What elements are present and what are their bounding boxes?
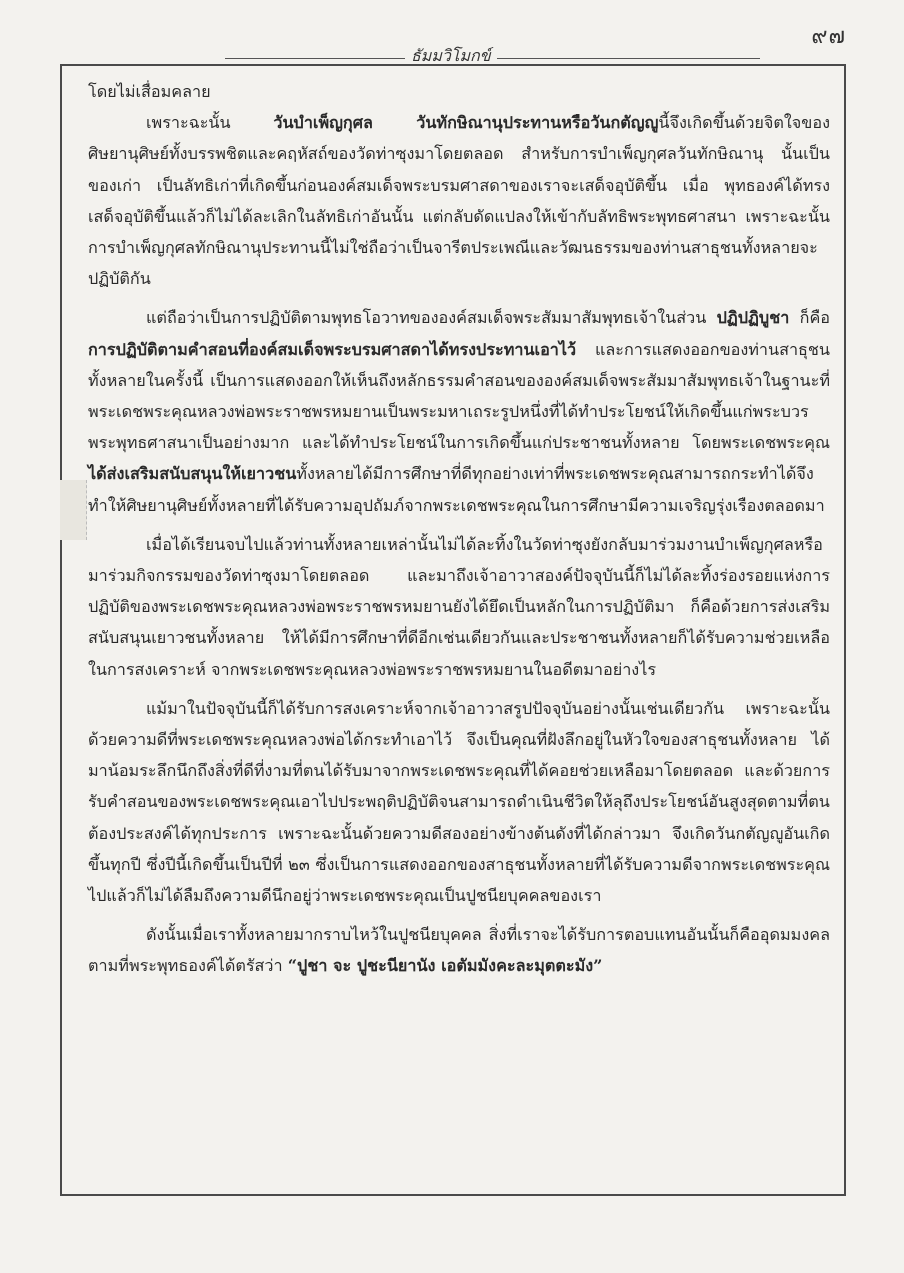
paragraph-5 bbox=[88, 919, 830, 981]
p5-start: ดังนั้นเมื่อเราทั้งหลายมากราบไหว้ในปูชนียบุคคล สิ่งที่เราจะได้รับการตอบแทนอันนั้นก็คืออุดมมงคลตามที่พระพุทธองค์ได้ตรัสว่า bbox=[88, 925, 830, 976]
paragraph-4: แม้มาในปัจจุบันนี้ก็ได้รับการสงเคราะห์จากเจ้าอาวาสรูปปัจจุบันอย่างนั้นเช่นเดียวกัน เพราะฉะนั้นด้วยความดีที่พระเดชพระคุณหลวงพ่อได้กระทำเอาไว้ จึงเป็นคุณที่ฝังลึกอยู่ในหัวใจของสาธุชนทั้งหลาย ได้มาน้อมระลึกนึกถึงสิ่งที่ดีที่งามที่ตนได้รับมาจากพระเดชพระคุณที่ได้คอยช่วยเหลือมาโดยตลอด และด้วยการรับคำสอนของพระเดชพระคุณเอาไปประพฤติปฏิบัติจนสามารถดำเนินชีวิตให้ลุถึงประโยชน์อันสูงสุดตามที่ตนต้องประสงค์ได้ทุกประการ เพราะฉะนั้นด้วยความดีสองอย่างข้างต้นดังที่ได้กล่าวมา จึงเกิดวันกตัญญูอันเกิดขึ้นทุกปี ซึ่งปีนี้เกิดขึ้นเป็นปีที่ ๒๓ ซึ่งเป็นการแสดงออกของสาธุชนทั้งหลายที่ได้รับความดีจากพระเดชพระคุณไปแล้วก็ไม่ได้ลืมถึงความดีนึกอยู่ว่าพระเดชพระคุณเป็นปูชนียบุคคลของเรา bbox=[88, 698, 830, 906]
p2-bold-1: ปฏิปฏิบูชา bbox=[716, 308, 790, 328]
p2-start: แต่ถือว่าเป็นการปฏิบัติตามพุทธโอวาทขององค์สมเด็จพระสัมมาสัมพุทธเจ้าในส่วน bbox=[146, 308, 717, 328]
p2-mid: ก็คือ bbox=[789, 308, 830, 328]
p2-rest-1: และการแสดงออกของท่านสาธุชนทั้งหลายในครั้งนี้ เป็นการแสดงออกให้เห็นถึงหลักธรรมคำสอนขององค์สมเด็จพระสัมมาสัมพุทธเจ้าในฐานะที่พระเดชพระคุณหลวงพ่อพระราชพรหมยานเป็นพระมหาเถระรูปหนึ่งที่ได้ทำประโยชน์ให้เกิดขึ้นแก่พระบวรพระพุทธศาสนาเป็นอย่างมาก และได้ทำประโยชน์ในการเกิดขึ้นแก่ประชาชนทั้งหลาย โดยพระเดชพระคุณ bbox=[88, 339, 830, 453]
paragraph-1 bbox=[88, 107, 830, 294]
body-text bbox=[88, 76, 830, 982]
running-header-title: ธัมมวิโมกข์ bbox=[405, 44, 497, 69]
continuation-line: โดยไม่เสื่อมคลาย bbox=[88, 82, 211, 101]
p2-bold-3: ได้ส่งเสริมสนับสนุนให้เยาวชน bbox=[88, 464, 297, 484]
p2-rest-2: ทั้งหลายได้มีการศึกษาที่ดีทุกอย่างเท่าที่พระเดชพระคุณสามารถกระทำได้จึงทำให้ศิษยานุศิษย์ทั้งหลายที่ได้รับความอุปถัมภ์จากพระเดชพระคุณในการศึกษามีความเจริญรุ่งเรืองตลอดมา bbox=[88, 464, 825, 515]
paragraph-3: เมื่อได้เรียนจบไปแล้วท่านทั้งหลายเหล่านั้นไม่ได้ละทิ้งในวัดท่าซุงยังกลับมาร่วมงานบำเพ็ญกุศลหรือมาร่วมกิจกรรมของวัดท่าซุงมาโดยตลอด และมาถึงเจ้าอาวาสองค์ปัจจุบันนี้ก็ไม่ได้ละทิ้งร่องรอยแห่งการปฏิบัติของพระเดชพระคุณหลวงพ่อพระราชพรหมยานยังได้ยึดเป็นหลักในการปฏิบัติมา ก็คือด้วยการส่งเสริมสนับสนุนเยาวชนทั้งหลาย ให้ได้มีการศึกษาที่ดีอีกเช่นเดียวกันและประชาชนทั้งหลายก็ได้รับความช่วยเหลือในการสงเคราะห์ จากพระเดชพระคุณหลวงพ่อพระราชพรหมยานในอดีตมาอย่างไร bbox=[88, 534, 830, 679]
p1-rest: นี้จึงเกิดขึ้นด้วยจิตใจของศิษยานุศิษย์ทั้งบรรพชิตและคฤหัสถ์ของวัดท่าซุงมาโดยตลอด สำหรับการบำเพ็ญกุศลวันทักษิณานุ นั้นเป็นของเก่า เป็นลัทธิเก่าที่เกิดขึ้นก่อนองค์สมเด็จพระบรมศาสดาของเราจะเสด็จอุบัติขึ้น เมื่อ พุทธองค์ได้ทรงเสด็จอุบัติขึ้นแล้วก็ไม่ได้ละเลิกในลัทธิเก่าอันนั้น แต่กลับดัดแปลงให้เข้ากับลัทธิพระพุทธศาสนา เพราะฉะนั้นการบำเพ็ญกุศลทักษิณานุประทานนี้ไม่ใช่ถือว่าเป็นจารีตประเพณีและวัฒนธรรมของท่านสาธุชนทั้งหลายจะปฏิบัติกัน bbox=[88, 113, 830, 289]
page-number: ๙๗ bbox=[811, 24, 846, 49]
p1-bold-phrase: วันบำเพ็ญกุศล วันทักษิณานุประทานหรือวันกตัญญู bbox=[273, 113, 659, 133]
p1-prefix: เพราะฉะนั้น bbox=[146, 113, 274, 133]
paragraph-2 bbox=[88, 302, 830, 520]
p2-bold-2: การปฏิบัติตามคำสอนที่องค์สมเด็จพระบรมศาสดาได้ทรงประทานเอาไว้ bbox=[88, 339, 577, 359]
p5-pali-quote: “ปูชา จะ ปูชะนียานัง เอตัมมังคะละมุตตะมัง” bbox=[287, 956, 603, 976]
torn-paper-mark bbox=[60, 480, 87, 540]
